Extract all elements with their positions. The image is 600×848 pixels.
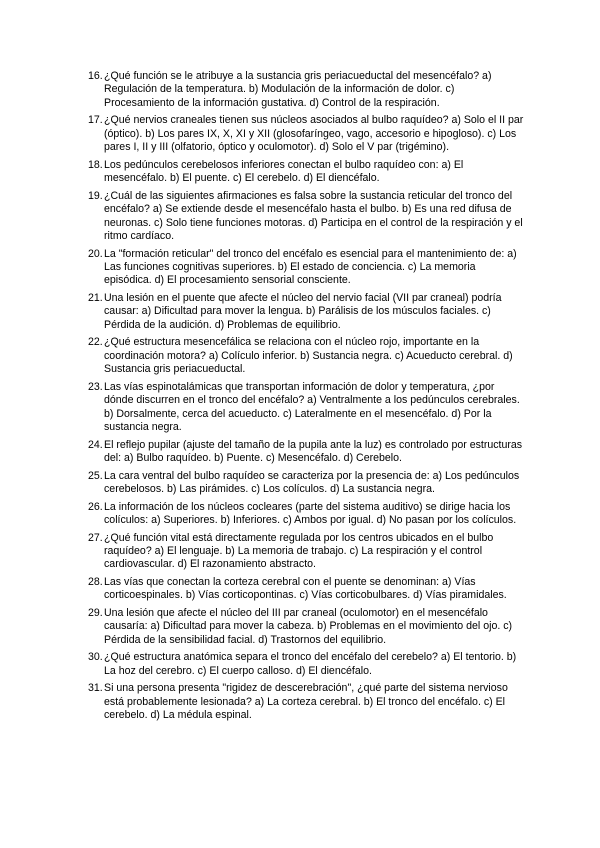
question-item (88, 682, 524, 722)
question-item (88, 190, 524, 244)
question-number: 20. (88, 247, 103, 260)
question-item (88, 651, 524, 678)
question-item (88, 532, 524, 572)
question-number: 24. (88, 438, 103, 451)
question-list (88, 70, 524, 727)
question-text: ¿Qué estructura anatómica separa el tronco del encéfalo del cerebelo? a) El tentorio. b) La hoz del cerebro. c) El cuerpo calloso. d) El diencéfalo. (104, 651, 517, 677)
question-text: La información de los núcleos cocleares (parte del sistema auditivo) se dirige hacia los colículos: a) Superiores. b) Inferiores. c) Ambos por igual. d) No pasan por los colículos. (104, 500, 517, 527)
question-number: 23. (88, 380, 103, 393)
question-text: La "formación reticular" del tronco del encéfalo es esencial para el mantenimiento de: a) Las funciones cognitivas superiores. b) El estado de conciencia. c) La memoria episódica. d) El procesamiento sensorial consciente. (104, 247, 517, 287)
question-item (88, 470, 524, 497)
question-item (88, 292, 524, 332)
question-item (88, 501, 524, 528)
question-item (88, 576, 524, 603)
question-number: 31. (88, 682, 103, 695)
question-item (88, 159, 524, 186)
question-text: La cara ventral del bulbo raquídeo se caracteriza por la presencia de: a) Los pedúnculos cerebelosos. b) Las pirámides. c) Los colículos. d) La sustancia negra. (104, 469, 520, 496)
question-number: 22. (88, 336, 103, 349)
question-item (88, 114, 524, 154)
question-text: ¿Qué función vital está directamente regulada por los centros ubicados en el bulbo raquídeo? a) El lenguaje. b) La memoria de trabajo. c) La respiración y el control cardiovascular. d) El razonamiento abstracto. (104, 531, 494, 571)
question-number: 27. (88, 531, 103, 544)
question-text: Los pedúnculos cerebelosos inferiores conectan el bulbo raquídeo con: a) El mesencéfalo. b) El puente. c) El cerebelo. d) El diencéfalo. (104, 158, 464, 185)
question-number: 25. (88, 469, 103, 482)
question-item (88, 336, 524, 376)
question-text: Si una persona presenta "rigidez de descerebración", ¿qué parte del sistema nervioso está probablemente lesionada? a) La corteza cerebral. b) El tronco del encéfalo. c) El cerebelo. d) La médula espinal. (104, 682, 508, 722)
question-text: El reflejo pupilar (ajuste del tamaño de la pupila ante la luz) es controlado por estructuras del: a) Bulbo raquídeo. b) Puente. c) Mesencéfalo. d) Cerebelo. (104, 438, 523, 465)
question-text: ¿Qué estructura mesencefálica se relaciona con el núcleo rojo, importante en la coordinación motora? a) Colículo inferior. b) Sustancia negra. c) Acueducto cerebral. d) Sustancia gris periacueductal. (104, 336, 513, 376)
question-number: 16. (88, 70, 103, 82)
question-item (88, 607, 524, 647)
question-number: 30. (88, 651, 103, 664)
question-item (88, 248, 524, 288)
question-number: 21. (88, 292, 103, 305)
question-text: ¿Cuál de las siguientes afirmaciones es falsa sobre la sustancia reticular del tronco del encéfalo? a) Se extiende desde el mesencéfalo hasta el bulbo. b) Es una red difusa de neuronas. c) Solo tiene funciones motoras. d) Participa en el control de la respiración y el ritmo cardíaco. (104, 189, 523, 243)
question-text: ¿Qué nervios craneales tienen sus núcleos asociados al bulbo raquídeo? a) Solo el II par (óptico). b) Los pares IX, X, XI y XII (glosofaríngeo, vago, accesorio e hipogloso). c) Los pares I, II y III (olfatorio, óptico y oculomotor). d) Solo el V par (trigémino). (104, 114, 524, 154)
question-number: 26. (88, 500, 103, 513)
question-text: Las vías espinotalámicas que transportan información de dolor y temperatura, ¿por dónde discurren en el tronco del encéfalo? a) Ventralmente a los pedúnculos cerebrales. b) Dorsalmente, cerca del acueducto. c) Lateralmente en el mesencéfalo. d) Por la sustancia negra. (104, 380, 520, 434)
question-text: ¿Qué función se le atribuye a la sustancia gris periacueductal del mesencéfalo? a) Regulación de la temperatura. b) Modulación de la información de dolor. c) Procesamiento de la información gustativa. d) Control de la respiración. (104, 70, 492, 109)
question-number: 17. (88, 114, 103, 127)
question-number: 19. (88, 189, 103, 202)
question-number: 29. (88, 607, 103, 620)
question-item (88, 70, 524, 110)
question-item (88, 439, 524, 466)
question-number: 28. (88, 576, 103, 589)
question-item (88, 381, 524, 435)
question-text: Una lesión en el puente que afecte el núcleo del nervio facial (VII par craneal) podría causar: a) Dificultad para mover la lengua. b) Parálisis de los músculos faciales. c) Pérdida de la audición. d) Problemas de equilibrio. (104, 292, 502, 331)
question-number: 18. (88, 158, 103, 171)
question-text: Una lesión que afecte el núcleo del III par craneal (oculomotor) en el mesencéfalo causaría: a) Dificultad para mover la cabeza. b) Problemas en el movimiento del ojo. c) Pérdida de la sensibilidad facial. d) Trastornos del equilibrio. (104, 607, 513, 646)
question-text: Las vías que conectan la corteza cerebral con el puente se denominan: a) Vías corticoespinales. b) Vías corticopontinas. c) Vías corticobulbares. d) Vías piramidales. (104, 576, 507, 602)
